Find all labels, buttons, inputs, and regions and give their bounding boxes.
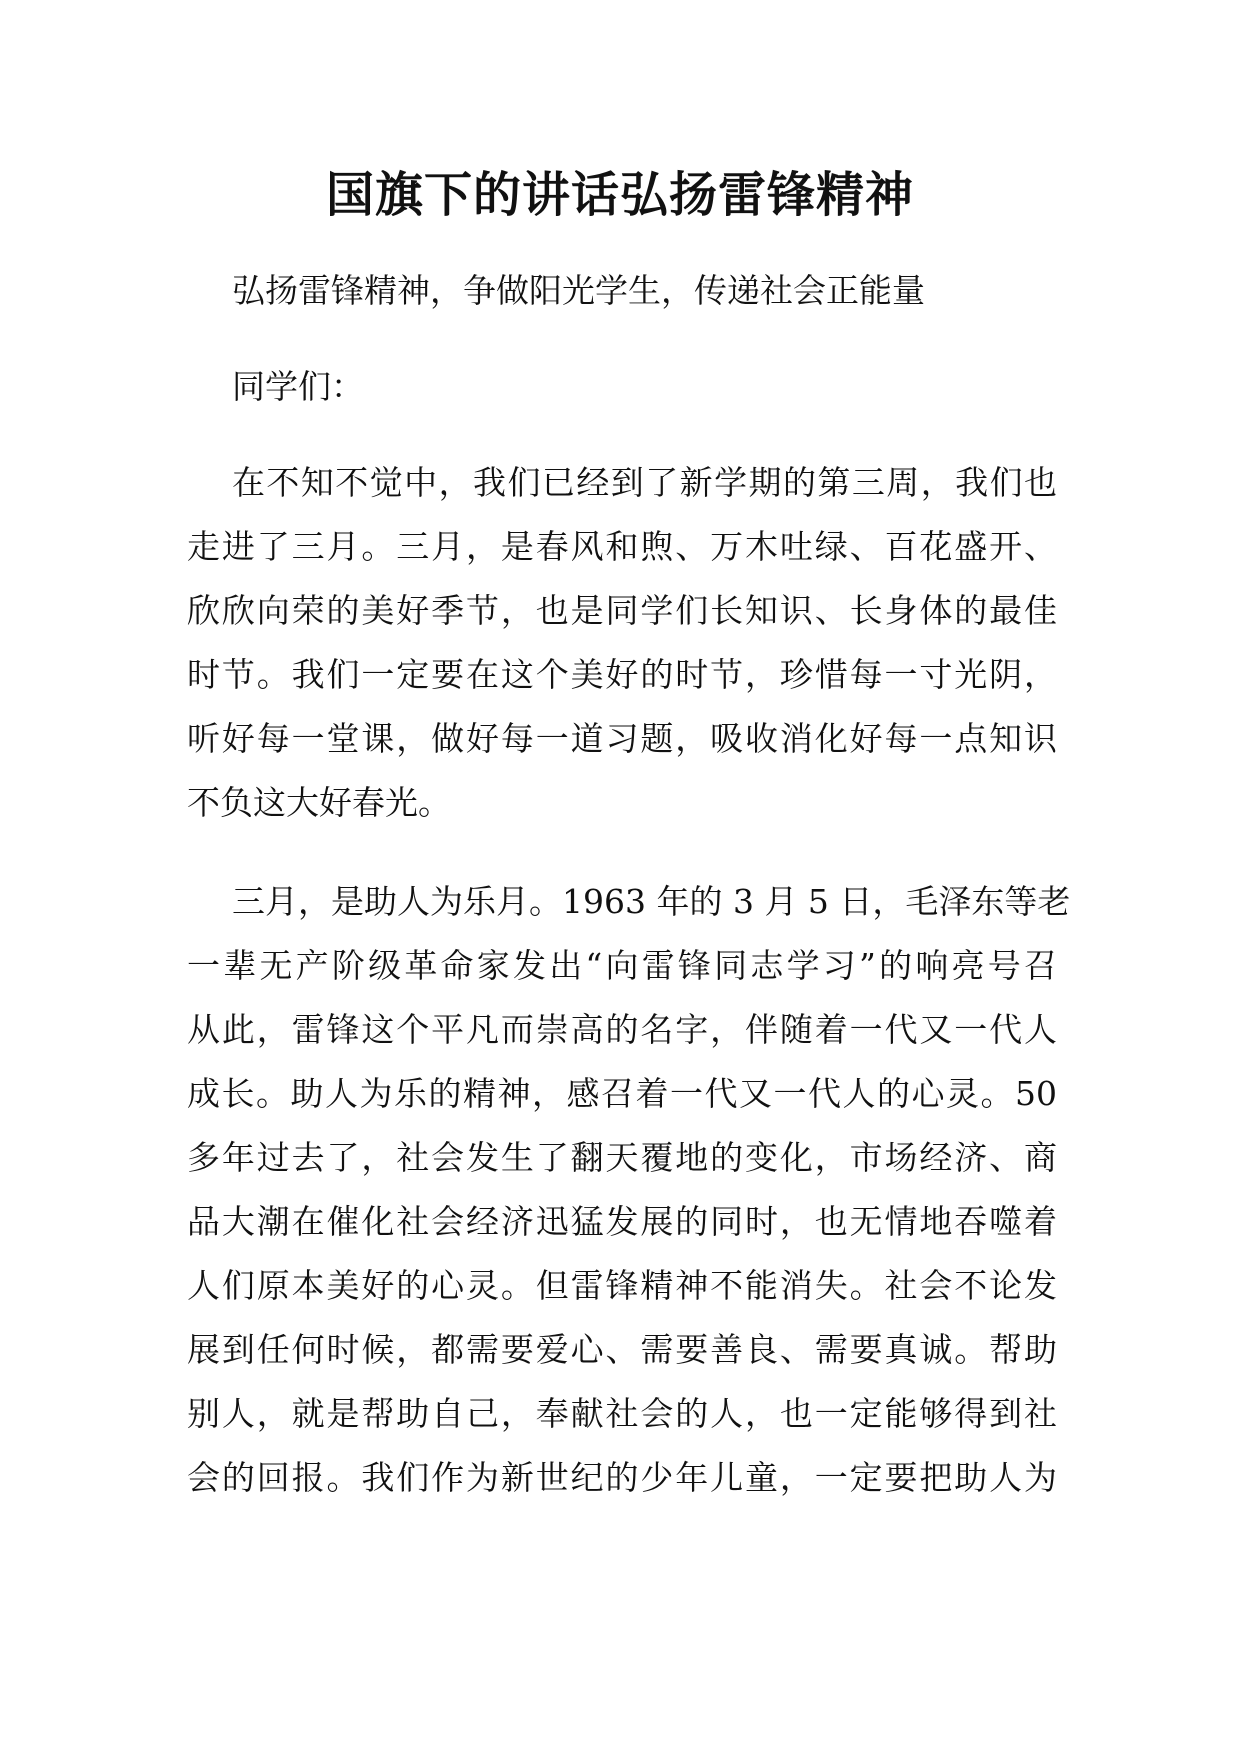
paragraph-line: 会的回报。我们作为新世纪的少年儿童，一定要把助人为 <box>187 1458 1057 1497</box>
paragraph-line: 成长。助人为乐的精神，感召着一代又一代人的心灵。50 <box>187 1074 1057 1113</box>
document-subtitle: 弘扬雷锋精神，争做阳光学生，传递社会正能量 <box>232 271 925 310</box>
paragraph-1 <box>187 451 1057 835</box>
paragraph-line: 在不知不觉中，我们已经到了新学期的第三周，我们也 <box>232 463 1057 502</box>
paragraph-line: 从此，雷锋这个平凡而崇高的名字，伴随着一代又一代人 <box>187 1010 1057 1049</box>
paragraph-line: 展到任何时候，都需要爱心、需要善良、需要真诚。帮助 <box>187 1330 1057 1369</box>
paragraph-line: 一辈无产阶级革命家发出“向雷锋同志学习”的响亮号召 <box>187 946 1057 985</box>
paragraph-line: 欣欣向荣的美好季节，也是同学们长知识、长身体的最佳 <box>187 591 1057 630</box>
paragraph-line: 多年过去了，社会发生了翻天覆地的变化，市场经济、商 <box>187 1138 1057 1177</box>
paragraph-line: 品大潮在催化社会经济迅猛发展的同时，也无情地吞噬着 <box>187 1202 1057 1241</box>
paragraph-line: 别人，就是帮助自己，奉献社会的人，也一定能够得到社 <box>187 1394 1057 1433</box>
paragraph-line: 不负这大好春光。 <box>187 783 451 822</box>
paragraph-line: 人们原本美好的心灵。但雷锋精神不能消失。社会不论发 <box>187 1266 1057 1305</box>
paragraph-line: 三月，是助人为乐月。1963 年的 3 月 5 日，毛泽东等老 <box>232 882 1071 921</box>
paragraph-line: 听好每一堂课，做好每一道习题，吸收消化好每一点知识 <box>187 719 1057 758</box>
document-title: 国旗下的讲话弘扬雷锋精神 <box>325 167 914 223</box>
greeting: 同学们： <box>232 367 364 406</box>
paragraph-line: 走进了三月。三月，是春风和煦、万木吐绿、百花盛开、 <box>187 527 1057 566</box>
paragraph-line: 时节。我们一定要在这个美好的时节，珍惜每一寸光阴， <box>187 655 1057 694</box>
paragraph-2 <box>187 870 1071 1510</box>
